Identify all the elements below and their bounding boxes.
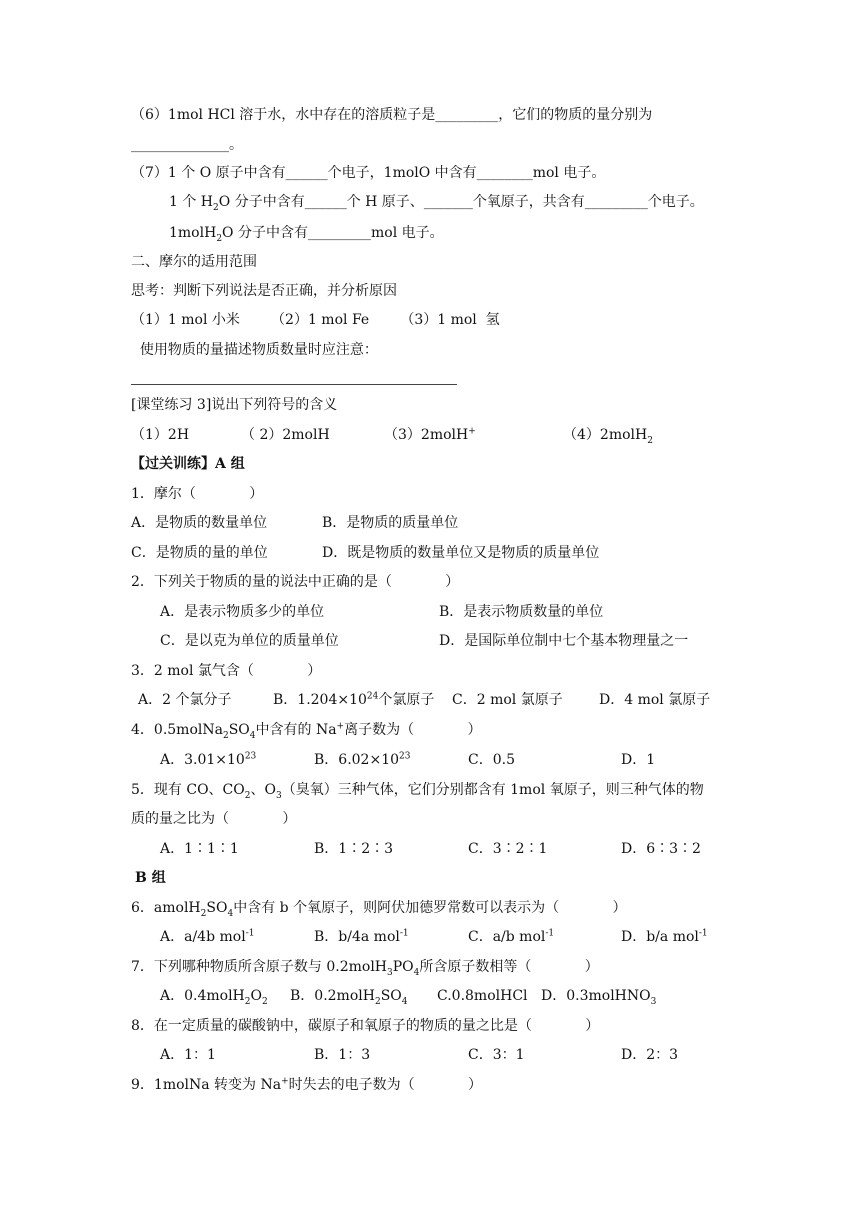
q7-blank-5: _________	[584, 194, 648, 210]
q4-option-c: C．0.5	[468, 752, 515, 768]
text-fragment: 中含有 b 个氧原子，则阿伏加德罗常数可以表示为（ ）	[233, 900, 627, 916]
q6-blank-amounts: ______________。	[131, 137, 243, 153]
superscript: -1	[399, 928, 409, 939]
q7-blank-1: ______	[285, 165, 328, 181]
q5-option-d: D．6∶3∶2	[621, 841, 701, 857]
q6-stem-tail: ，它们的物质的量分别为	[498, 107, 653, 123]
q6-line1	[131, 106, 652, 124]
text-fragment: 离子数为（ ）	[344, 722, 482, 738]
q6b-stem	[131, 899, 626, 917]
q7b-option-d	[541, 987, 656, 1005]
text-fragment: O 分子中含有	[218, 194, 305, 210]
q4-option-d: D．1	[621, 752, 656, 768]
text-fragment: A．a/4b mol	[160, 929, 246, 945]
text-fragment: 所含原子数相等（ ）	[419, 959, 599, 975]
section2-note: 使用物质的量描述物质数量时应注意：	[131, 342, 378, 358]
subscript: 2	[200, 908, 207, 919]
text-fragment: 个氯原子	[378, 692, 435, 708]
text-fragment: 1molH	[169, 225, 217, 241]
q8-option-c: C．3：1	[468, 1047, 525, 1063]
q6b-option-b	[314, 928, 409, 946]
q6b-option-a	[160, 928, 254, 946]
q3-option-d: D．4 mol 氯原子	[599, 692, 711, 708]
group-b-title: B 组	[135, 870, 166, 886]
text-fragment: 个 H 原子、	[346, 194, 424, 210]
q1-option-b: B．是物质的质量单位	[322, 515, 459, 531]
subscript: 3	[650, 996, 657, 1007]
subscript: 4	[401, 996, 408, 1007]
superscript: 23	[399, 751, 411, 762]
q8-option-d: D．2：3	[621, 1047, 679, 1063]
subscript: 2	[374, 996, 381, 1007]
q8-option-b: B．1：3	[314, 1047, 371, 1063]
q3-option-a: A．2 个氯分子	[138, 692, 232, 708]
q6-line2	[131, 136, 243, 154]
q2-option-d: D．是国际单位制中七个基本物理量之一	[439, 633, 689, 649]
text-fragment: 1 个 H	[169, 194, 214, 210]
q8-stem: 8．在一定质量的碳酸钠中，碳原子和氧原子的物质的量之比是（ ）	[131, 1018, 600, 1034]
q7-blank-3: ______	[304, 194, 347, 210]
q4-option-b	[314, 751, 410, 769]
q7-blank-6: _________	[307, 225, 371, 241]
subscript: 2	[261, 996, 268, 1007]
text-fragment: SO	[380, 988, 402, 1004]
text-fragment: B．b/4a mol	[314, 929, 400, 945]
q2-option-a: A．是表示物质多少的单位	[160, 604, 325, 620]
subscript: 2	[213, 202, 219, 213]
q2-stem: 2．下列关于物质的量的说法中正确的是（ ）	[131, 574, 460, 590]
text-fragment: SO	[228, 722, 250, 738]
superscript: 24	[366, 691, 379, 702]
text-fragment: 个氧原子，共含有	[472, 194, 585, 210]
practice3-opt1: （1）2H	[131, 427, 190, 443]
text-fragment: （4）2molH	[563, 427, 648, 443]
text-fragment: 、O	[250, 782, 276, 798]
q1-option-a: A．是物质的数量单位	[131, 515, 268, 531]
text-fragment: 个电子，1molO 中含有	[327, 165, 477, 181]
q1-option-d: D．既是物质的数量单位又是物质的质量单位	[322, 545, 600, 561]
superscript: 23	[244, 751, 257, 762]
superscript: -1	[545, 928, 555, 939]
text-fragment: D．b/a mol	[621, 929, 699, 945]
q4-stem	[131, 721, 482, 739]
q7b-option-b	[290, 987, 408, 1005]
superscript: -1	[245, 928, 255, 939]
q7-line2	[169, 193, 704, 211]
subscript: 2	[647, 435, 653, 446]
practice3-opt4	[563, 426, 653, 444]
text-fragment: B．1.204×10	[273, 692, 367, 708]
text-fragment: D．0.3molHNO	[541, 988, 651, 1004]
q7b-option-c: C.0.8molHCl	[437, 988, 528, 1004]
text-fragment: 9．1molNa 转变为 Na	[131, 1077, 282, 1093]
text-fragment: A 组	[215, 456, 245, 472]
section2-title: 二、摩尔的适用范围	[131, 254, 257, 270]
subscript: 4	[413, 967, 420, 978]
text-fragment: （3）2molH	[384, 427, 469, 443]
q7-line1	[131, 164, 605, 182]
text-fragment: O	[250, 988, 262, 1004]
q8-option-a: A．1：1	[160, 1047, 216, 1063]
q3-option-b	[273, 691, 434, 709]
subscript: 4	[249, 730, 256, 741]
answer-line	[131, 384, 457, 385]
q5-option-b: B．1∶2∶3	[314, 841, 394, 857]
text-fragment: PO	[392, 959, 414, 975]
q5-option-a: A．1∶1∶1	[160, 841, 239, 857]
q3-option-c: C．2 mol 氯原子	[452, 692, 563, 708]
text-fragment: 5．现有 CO、CO	[131, 782, 245, 798]
text-fragment: B．6.02×10	[314, 752, 400, 768]
text-fragment: B．0.2molH	[290, 988, 375, 1004]
q5-stem-line2: 质的量之比为（ ）	[131, 811, 297, 827]
text-fragment: （臭氧）三种气体，它们分别都含有 1mol 氧原子，则三种气体的物	[281, 782, 704, 798]
text-fragment: 【过关训练】	[131, 456, 215, 472]
subscript: 4	[227, 908, 234, 919]
superscript: -1	[698, 928, 708, 939]
subscript: 2	[244, 996, 251, 1007]
practice3-opt2: （ 2）2molH	[241, 427, 330, 443]
section2-think: 思考：判断下列说法是否正确，并分析原因	[131, 283, 397, 299]
text-fragment: 个电子。	[647, 194, 704, 210]
superscript: +	[468, 426, 476, 437]
q2-option-c: C．是以克为单位的质量单位	[160, 633, 339, 649]
practice3-opt3	[384, 426, 476, 444]
text-fragment: A．3.01×10	[160, 752, 245, 768]
superscript: +	[336, 721, 345, 732]
q9-stem	[131, 1076, 482, 1094]
text-fragment: 中含有的 Na	[255, 722, 337, 738]
text-fragment: A．0.4molH	[160, 988, 245, 1004]
text-fragment: 6．amolH	[131, 900, 201, 916]
subscript: 2	[216, 233, 223, 244]
text-fragment: SO	[206, 900, 228, 916]
q7-line3	[169, 224, 444, 242]
q6b-option-d	[621, 928, 708, 946]
text-fragment: C．a/b mol	[468, 929, 546, 945]
practice3-title: [课堂练习 3]说出下列符号的含义	[131, 397, 338, 413]
q7-blank-2: ________	[476, 165, 533, 181]
q5-stem-line1	[131, 781, 704, 799]
text-fragment: mol 电子。	[532, 165, 606, 181]
q5-option-c: C．3∶2∶1	[468, 841, 548, 857]
q7-blank-4: _______	[423, 194, 473, 210]
subscript: 3	[387, 967, 393, 978]
text-fragment: 时失去的电子数为（ ）	[288, 1077, 483, 1093]
q3-stem: 3．2 mol 氯气含（ ）	[131, 663, 322, 679]
section2-items: （1）1 mol 小米 （2）1 mol Fe （3）1 mol 氢	[131, 312, 500, 328]
group-a-title	[131, 455, 245, 473]
text-fragment: O 分子中含有	[222, 225, 308, 241]
q6-blank-particles: _________	[435, 107, 499, 123]
superscript: +	[281, 1076, 289, 1087]
text-fragment: （7）1 个 O 原子中含有	[131, 165, 286, 181]
subscript: 2	[222, 730, 229, 741]
text-fragment: 4．0.5molNa	[131, 722, 223, 738]
q6-stem: （6）1mol HCl 溶于水，水中存在的溶质粒子是	[131, 107, 436, 123]
q1-stem: 1．摩尔（ ）	[131, 486, 264, 502]
subscript: 3	[275, 790, 282, 801]
q7b-option-a	[160, 987, 268, 1005]
subscript: 2	[244, 790, 251, 801]
q2-option-b: B．是表示物质数量的单位	[439, 604, 604, 620]
q7b-stem	[131, 958, 599, 976]
q4-option-a	[160, 751, 256, 769]
text-fragment: 7．下列哪种物质所含原子数与 0.2molH	[131, 959, 388, 975]
text-fragment: mol 电子。	[370, 225, 444, 241]
q6b-option-c	[468, 928, 554, 946]
q1-option-c: C．是物质的量的单位	[131, 545, 268, 561]
